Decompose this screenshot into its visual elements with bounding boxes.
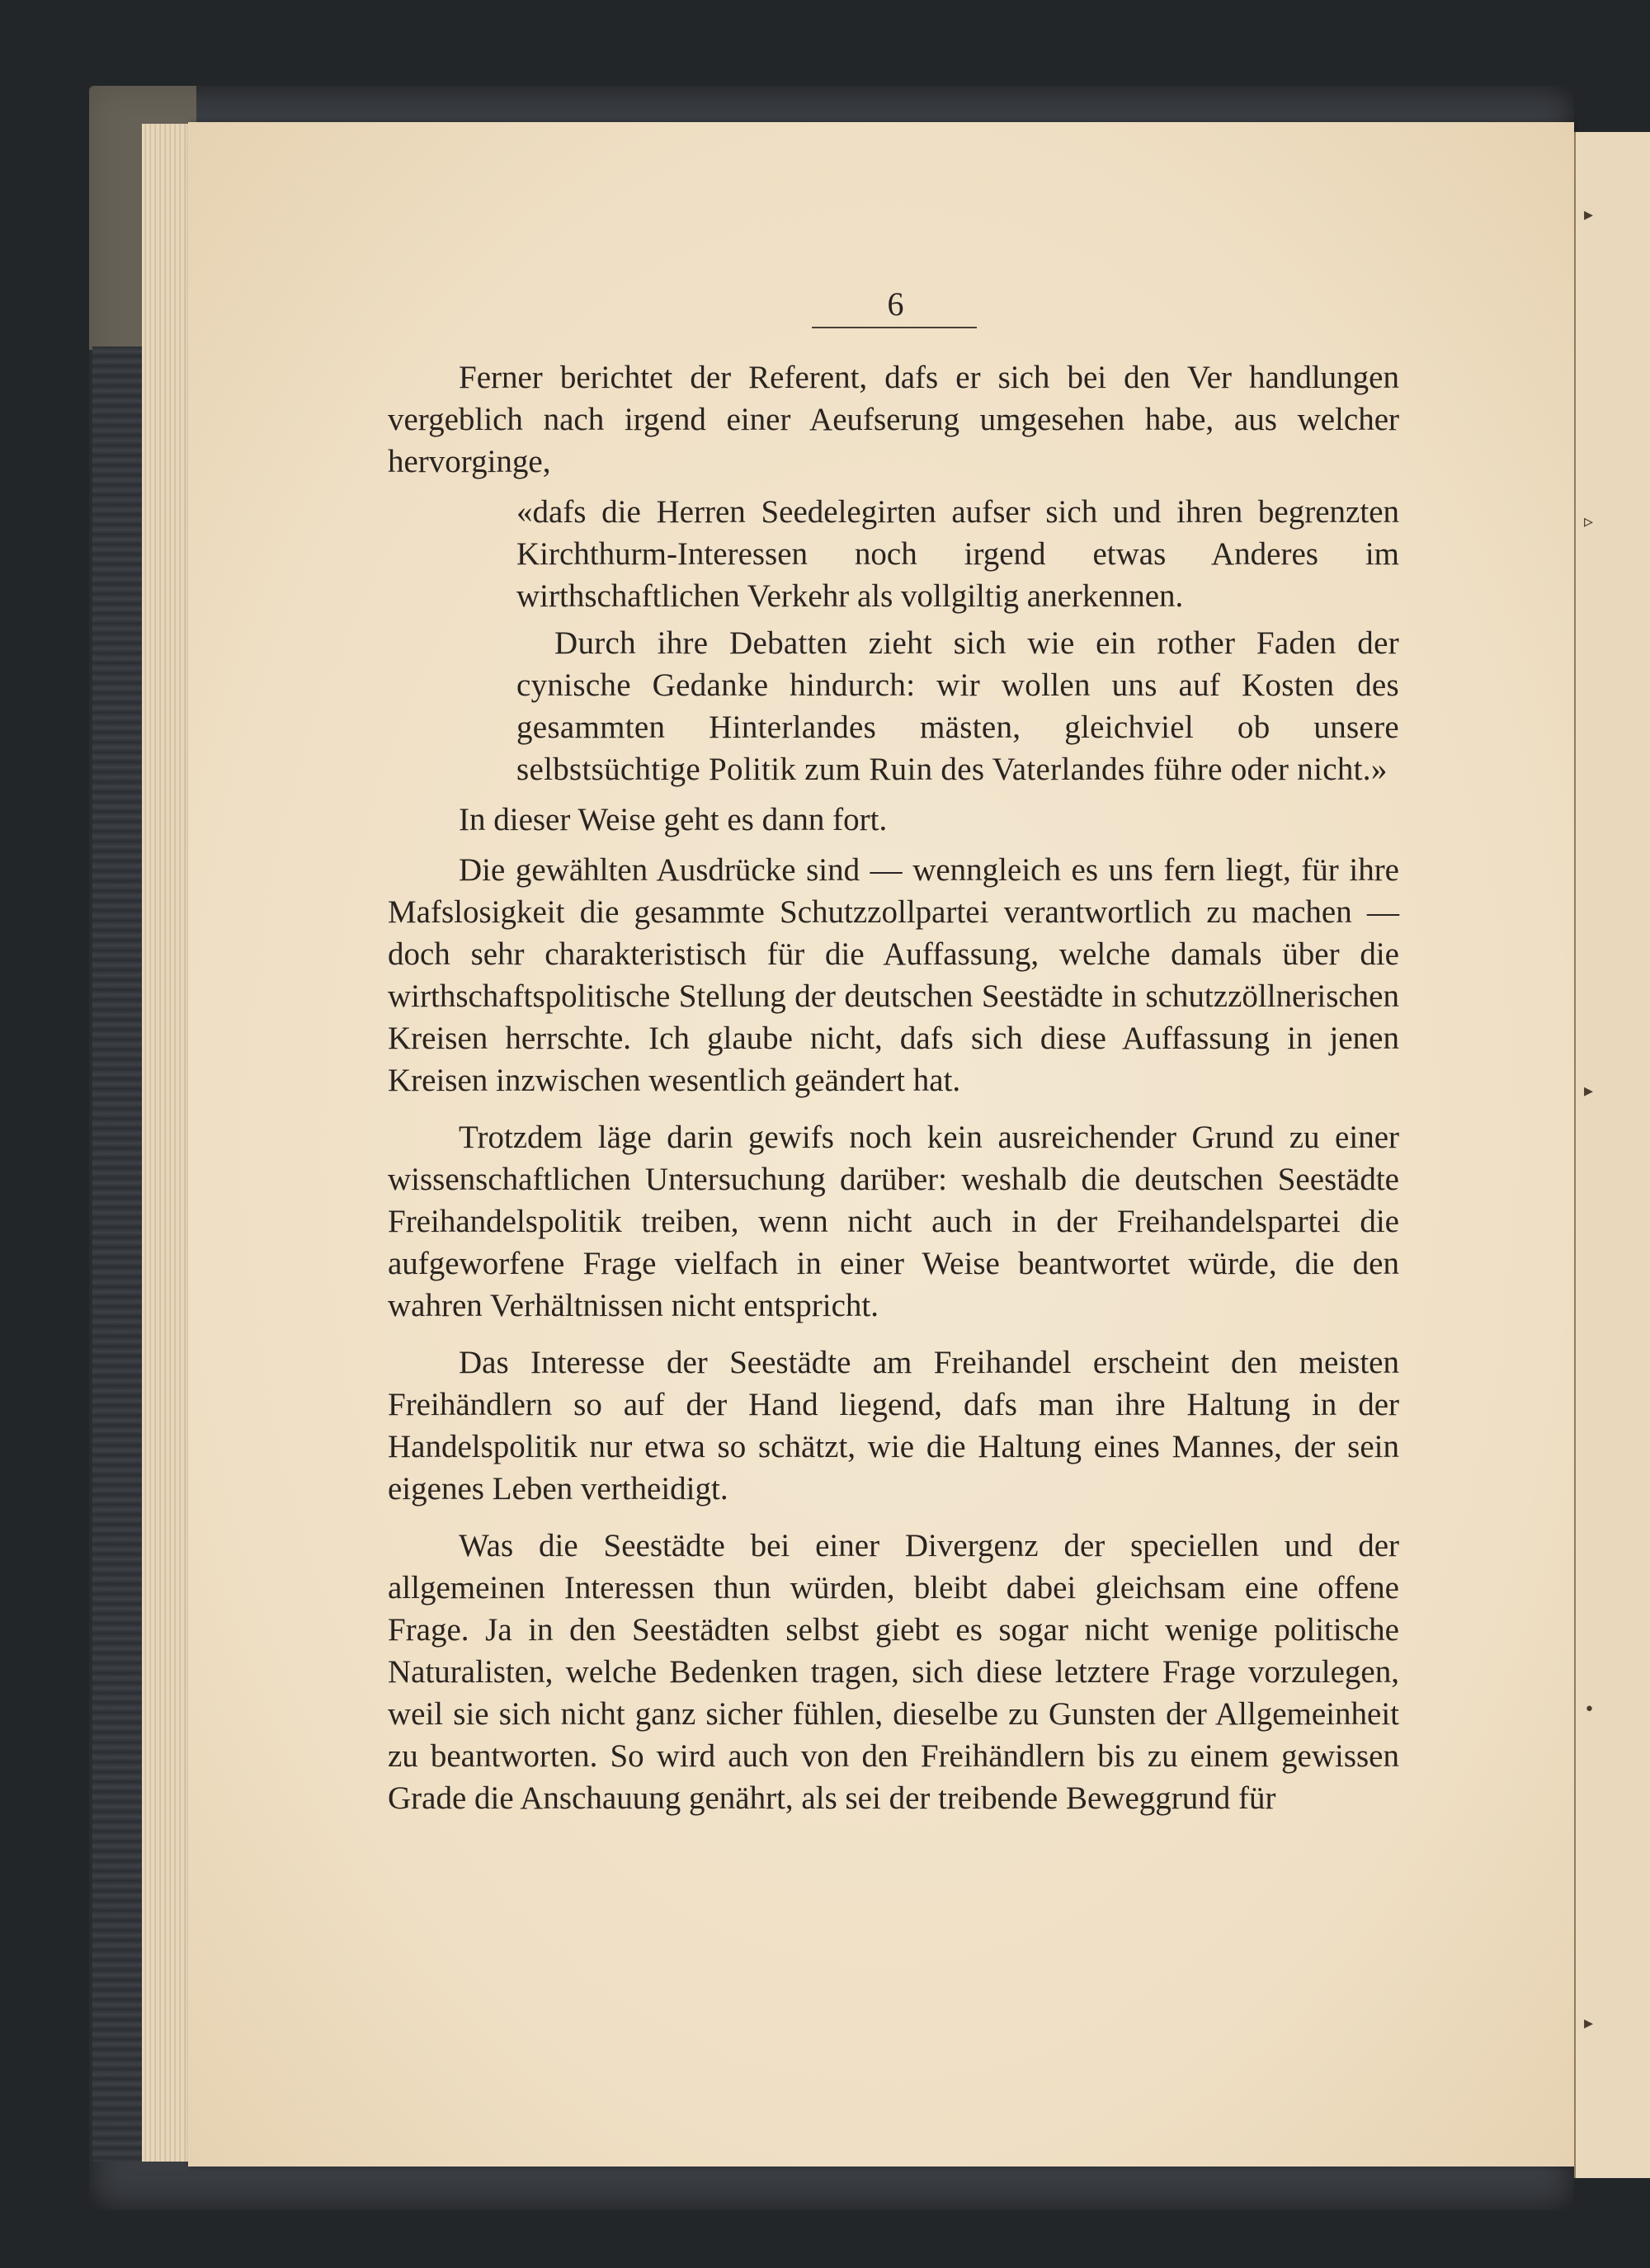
page-number: 6 [887,285,904,323]
header-rule [812,327,977,328]
quotation: «dafs die Herren Seedelegirten aufser sich und ihren begrenzten Kirchthurm-Interessen noch irgend etwas Anderes im wirthschaftlichen Verkehr als vollgiltig anerkennen. [516,494,1399,614]
margin-mark: ▸ [1584,205,1594,225]
paragraph: In dieser Weise geht es dann fort. [459,802,888,837]
margin-mark: ▸ [1584,2013,1594,2034]
paragraph: Die gewählten Ausdrücke sind — wenngleich es uns fern liegt, für ihre Mafslosigkeit die gesammte Schutzzollpartei verantwortlich zu machen — doch sehr charakteristisch für die Auffassung, welche damals über die wirthschaftspolitische Stellung der deutschen Seestädte in schutzzöllnerischen Kreisen herrschte. Ich glaube nicht, dafs sich diese Auffassung in jenen Kreisen inzwischen wesentlich geändert hat. [388,852,1399,1098]
quotation: Durch ihre Debatten zieht sich wie ein rother Faden der cynische Gedanke hindurch: wir wollen uns auf Kosten des gesammten Hinterlandes mästen, gleichviel ob unsere selbstsüchtige Politik zum Ruin des Vaterlandes führe oder nicht.» [516,625,1399,787]
paragraph: Trotzdem läge darin gewifs noch kein ausreichender Grund zu einer wissenschaftlichen Untersuchung darüber: weshalb die deutschen Seestädte Freihandelspolitik treiben, wenn nicht auch in der Freihandelspartei die aufgeworfene Frage vielfach in einer Weise beantwortet würde, die den wahren Verhältnissen nicht entspricht. [388,1120,1399,1323]
paragraph: Das Interesse der Seestädte am Freihandel erscheint den meisten Freihändlern so auf der Hand liegend, dafs man ihre Haltung in der Handelspolitik nur etwa so schätzt, wie die Haltung eines Mannes, der sein eigenes Leben vertheidigt. [388,1345,1399,1506]
margin-mark: ▹ [1584,512,1594,532]
cover-spine [92,347,142,2162]
paragraph: Ferner berichtet der Referent, dafs er sich bei den Ver handlungen vergeblich nach irgend einer Aeufserung umgesehen habe, aus welcher hervorginge, [388,360,1399,479]
next-page-edge [1574,132,1650,2178]
margin-mark: • [1584,1700,1595,1720]
paragraph: Was die Seestädte bei einer Divergenz der speciellen und der allgemeinen Interessen thun würden, bleibt dabei gleichsam eine offene Frage. Ja in den Seestädten selbst giebt es sogar nicht wenige politische Naturalisten, welche Bedenken tragen, sich diese letztere Frage vorzulegen, weil sie sich nicht ganz sicher fühlen, dieselbe zu Gunsten der Allgemeinheit zu beantworten. So wird auch von den Freihändlern bis zu einem gewissen Grade die Anschauung genährt, als sei der treibende Beweggrund für [388,1528,1399,1816]
page-edges [142,124,192,2162]
margin-mark: ▸ [1584,1081,1594,1101]
body-text [388,356,1399,1819]
